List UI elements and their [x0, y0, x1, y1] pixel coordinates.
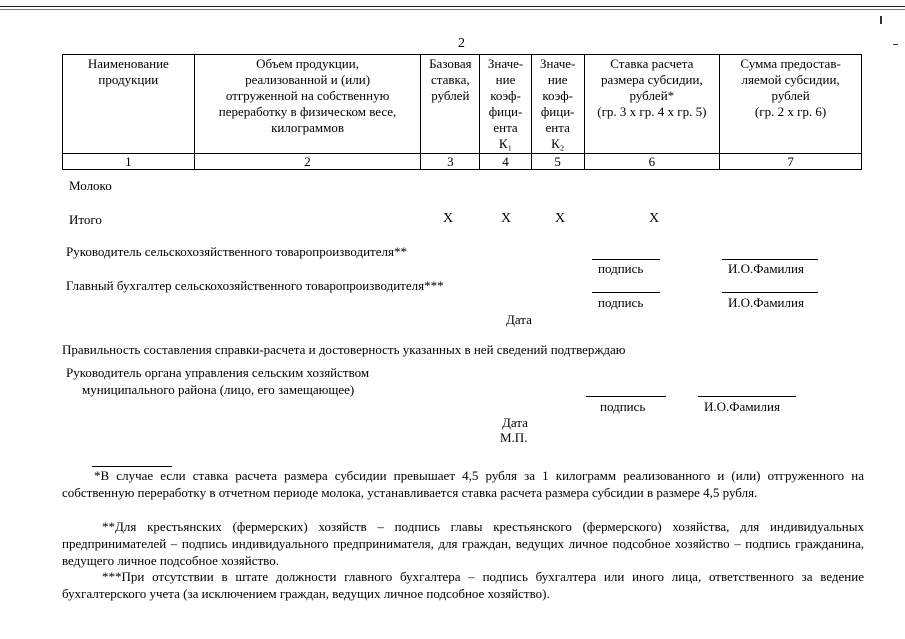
- accountant-signature-label: Главный бухгалтер сельскохозяйственного товаропроизводителя***: [66, 278, 444, 293]
- row-milk-label: Молоко: [69, 178, 112, 193]
- header-coefficient-k1: Значе- ние коэф- фици- ента К₁: [480, 55, 532, 154]
- head-signature-line: [592, 259, 660, 260]
- seal-label: М.П.: [500, 430, 528, 445]
- header-coefficient-k2: Значе- ние коэф- фици- ента К₂: [531, 55, 584, 154]
- column-number: 4: [480, 154, 532, 170]
- confirmation-text: Правильность составления справки-расчета и достоверность указанных в ней сведений подтверждаю: [62, 342, 626, 357]
- official-name-line: [698, 396, 796, 397]
- table-column-number-row: [63, 154, 862, 170]
- official-signature-caption: подпись: [600, 399, 646, 414]
- column-number: 7: [720, 154, 862, 170]
- column-number: 5: [531, 154, 584, 170]
- total-mark-k1: Х: [501, 211, 512, 226]
- subsidy-table: [62, 54, 862, 170]
- official-signature-line: [586, 396, 666, 397]
- official-name-caption: И.О.Фамилия: [704, 399, 780, 414]
- page-number: 2: [458, 36, 465, 51]
- column-number: 6: [584, 154, 720, 170]
- header-subsidy-amount: Сумма предостав- ляемой субсидии, рублей (гр. 2 х гр. 6): [720, 55, 862, 154]
- accountant-signature-caption: подпись: [598, 295, 644, 310]
- accountant-signature-line: [592, 292, 660, 293]
- head-signature-label: Руководитель сельскохозяйственного товаропроизводителя**: [66, 244, 407, 259]
- scan-mark-right-1: [880, 16, 882, 24]
- scan-border-line: [0, 6, 905, 7]
- header-volume: Объем продукции, реализованной и (или) отгруженной на собственную переработку в физическом весе, килограммов: [194, 55, 421, 154]
- head-signature-caption: подпись: [598, 261, 644, 276]
- row-total-label: Итого: [69, 212, 102, 227]
- column-number: 1: [63, 154, 195, 170]
- header-product-name: Наименование продукции: [63, 55, 195, 154]
- header-subsidy-rate: Ставка расчета размера субсидии, рублей* (гр. 3 х гр. 4 х гр. 5): [584, 55, 720, 154]
- signature-date-label: Дата: [506, 312, 532, 327]
- official-date-label: Дата: [502, 415, 528, 430]
- official-label-line2: муниципального района (лицо, его замещающее): [82, 382, 355, 397]
- header-base-rate: Базовая ставка, рублей: [421, 55, 480, 154]
- total-mark-base-rate: Х: [443, 211, 454, 226]
- head-name-caption: И.О.Фамилия: [728, 261, 804, 276]
- total-mark-subsidy-rate: Х: [649, 211, 660, 226]
- footnote-3: ***При отсутствии в штате должности главного бухгалтера – подпись бухгалтера или иного лица, ответственного за ведение бухгалтерского учета (за исключением граждан, ведущих личное подсобное хозяйство).: [62, 569, 864, 601]
- official-label-line1: Руководитель органа управления сельским хозяйством: [66, 365, 370, 380]
- footnote-2: **Для крестьянских (фермерских) хозяйств – подпись главы крестьянского (фермерского) хозяйства, для индивидуальных предпринимателей – подпись индивидуального предпринимателя, для граждан, ведущих личное подсобное хозяйство – подпись гражданина, ведущего личное подсобное хозяйство.: [62, 519, 864, 568]
- column-number: 2: [194, 154, 421, 170]
- table-header-row: [63, 55, 862, 154]
- head-name-line: [722, 259, 818, 260]
- accountant-name-caption: И.О.Фамилия: [728, 295, 804, 310]
- scan-border-line-inner: [0, 9, 905, 10]
- footnote-1: *В случае если ставка расчета размера субсидии превышает 4,5 рубля за 1 килограмм реализованного и (или) отгруженного на собственную переработку в отчетном периоде молока, устанавливается ставка расчета размера субсидии в размере 4,5 рубля.: [62, 468, 864, 500]
- accountant-name-line: [722, 292, 818, 293]
- column-number: 3: [421, 154, 480, 170]
- scan-mark-right-2: [893, 44, 898, 45]
- total-mark-k2: Х: [555, 211, 566, 226]
